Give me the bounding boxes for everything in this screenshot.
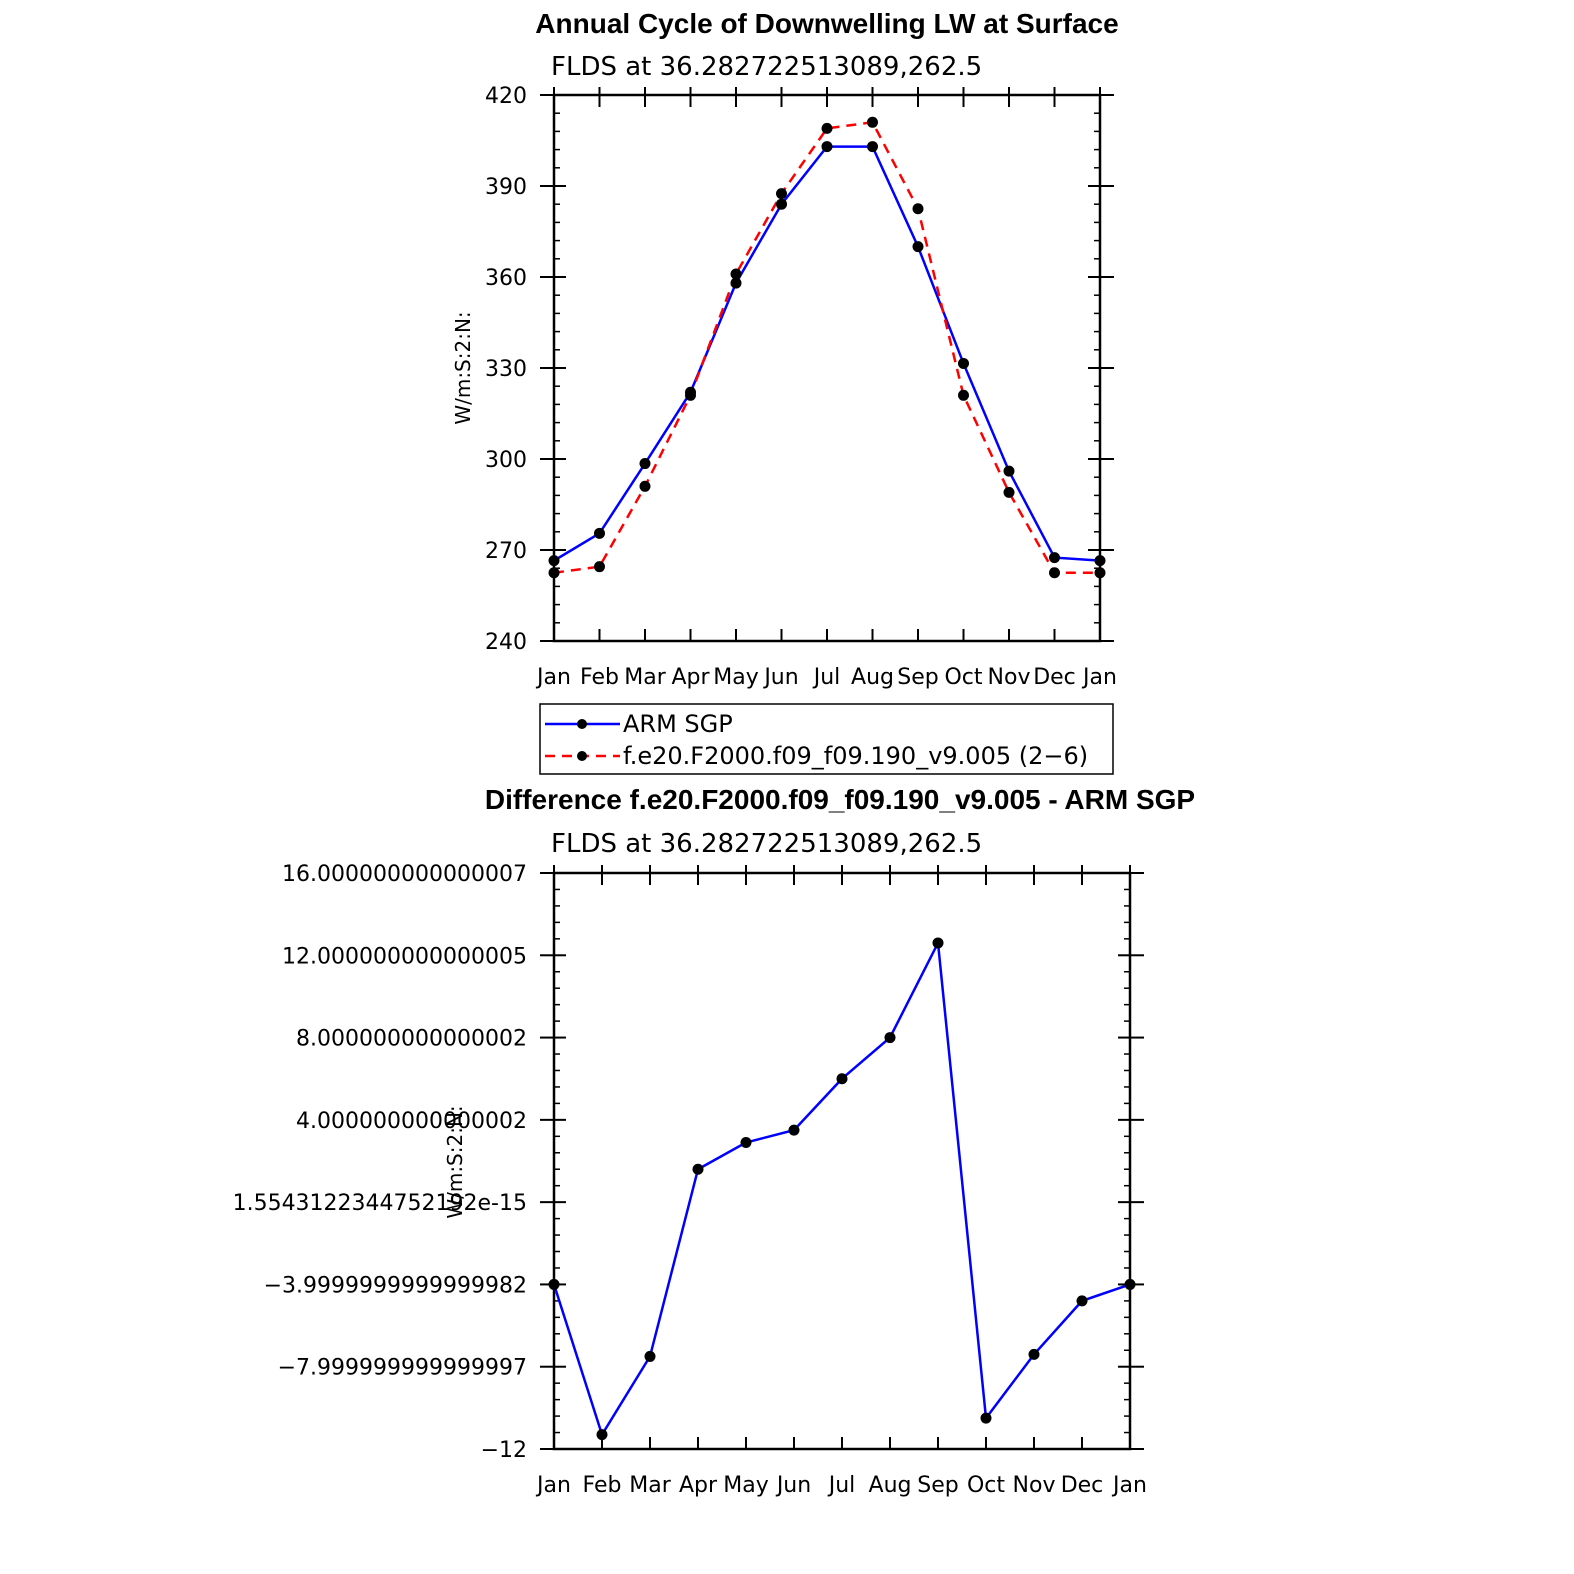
top-series-1-point xyxy=(822,123,833,134)
bottom-series-0-point xyxy=(1125,1279,1136,1290)
legend-label-model: f.e20.F2000.f09_f09.190_v9.005 (2−6) xyxy=(623,742,1089,770)
bottom-chart xyxy=(233,784,1196,1498)
top-xtick-label: May xyxy=(713,665,759,690)
bottom-ytick-label: −12 xyxy=(480,1438,527,1463)
top-series-0-point xyxy=(549,555,560,566)
top-xtick-label: Jan xyxy=(537,665,571,690)
bottom-xtick-label: Jul xyxy=(828,1473,856,1498)
top-series-group xyxy=(549,117,1106,578)
top-series-1-point xyxy=(640,481,651,492)
bottom-series-0-point xyxy=(789,1125,800,1136)
bottom-axis-ticks xyxy=(233,862,1147,1498)
top-chart-ylabel: W/m:S:2:N: xyxy=(451,311,475,425)
top-series-0-point xyxy=(1095,555,1106,566)
legend-marker-arm-sgp xyxy=(577,719,587,729)
top-series-0-point xyxy=(640,458,651,469)
bottom-xtick-label: Apr xyxy=(678,1473,718,1498)
top-series-1-point xyxy=(1095,567,1106,578)
top-series-1-point xyxy=(958,390,969,401)
top-xtick-label: Feb xyxy=(580,665,619,690)
top-series-1-point xyxy=(594,561,605,572)
bottom-series-0-point xyxy=(1029,1349,1040,1360)
bottom-ytick-label: 1.5543122344752192e-15 xyxy=(232,1191,527,1217)
top-series-1-point xyxy=(1049,567,1060,578)
bottom-chart-subtitle: FLDS at 36.282722513089,262.5 xyxy=(551,829,983,859)
top-series-1-point xyxy=(549,567,560,578)
top-series-0-point xyxy=(958,358,969,369)
top-series-line-0 xyxy=(554,147,1100,561)
bottom-ytick-label: 12.000000000000005 xyxy=(282,944,527,970)
bottom-xtick-label: Dec xyxy=(1060,1473,1104,1498)
top-xtick-label: Jan xyxy=(1083,665,1117,690)
top-ytick-label: 420 xyxy=(485,84,527,109)
top-ytick-label: 270 xyxy=(485,539,527,564)
top-xtick-label: Apr xyxy=(671,665,710,690)
top-xtick-label: Jul xyxy=(813,665,841,690)
legend-label-arm-sgp: ARM SGP xyxy=(623,710,733,738)
top-series-1-point xyxy=(776,188,787,199)
legend-marker-model xyxy=(577,751,587,761)
bottom-ytick-label: 8.000000000000002 xyxy=(296,1026,527,1052)
top-ytick-label: 390 xyxy=(485,175,527,200)
top-ytick-label: 240 xyxy=(485,630,527,655)
top-ytick-label: 300 xyxy=(485,448,527,473)
legend xyxy=(540,704,1113,774)
bottom-xtick-label: Feb xyxy=(582,1473,622,1498)
top-series-0-point xyxy=(822,141,833,152)
bottom-xtick-label: Jan xyxy=(537,1473,571,1498)
top-series-0-point xyxy=(1049,552,1060,563)
top-xtick-label: Aug xyxy=(851,665,894,690)
top-series-1-point xyxy=(913,203,924,214)
bottom-ytick-label: −7.999999999999997 xyxy=(277,1355,527,1381)
top-chart-subtitle: FLDS at 36.282722513089,262.5 xyxy=(551,52,983,82)
top-axis-ticks xyxy=(485,84,1117,690)
top-series-line-1 xyxy=(554,122,1100,572)
bottom-xtick-label: Mar xyxy=(629,1473,671,1498)
bottom-ytick-label: 16.000000000000007 xyxy=(282,862,527,887)
bottom-xtick-label: Jan xyxy=(1113,1473,1147,1498)
bottom-series-line-0 xyxy=(554,943,1130,1435)
top-chart xyxy=(451,8,1119,690)
bottom-series-0-point xyxy=(645,1351,656,1362)
bottom-series-0-point xyxy=(693,1164,704,1175)
top-series-0-point xyxy=(1004,466,1015,477)
top-xtick-label: Oct xyxy=(944,665,983,690)
top-plot-frame xyxy=(554,95,1100,641)
top-series-0-point xyxy=(867,141,878,152)
top-series-0-point xyxy=(776,199,787,210)
bottom-plot-frame xyxy=(554,873,1130,1449)
bottom-series-group xyxy=(549,937,1136,1440)
bottom-series-0-point xyxy=(885,1032,896,1043)
bottom-chart-title: Difference f.e20.F2000.f09_f09.190_v9.005 - ARM SGP xyxy=(484,784,1196,815)
top-series-1-point xyxy=(685,390,696,401)
bottom-xtick-label: Jun xyxy=(776,1473,812,1498)
bottom-chart-ylabel: W/m:S:2:N: xyxy=(443,1105,467,1219)
top-xtick-label: Nov xyxy=(987,665,1031,690)
top-ytick-label: 360 xyxy=(485,266,527,291)
bottom-series-0-point xyxy=(837,1073,848,1084)
bottom-series-0-point xyxy=(741,1137,752,1148)
bottom-xtick-label: Aug xyxy=(868,1473,912,1498)
bottom-series-0-point xyxy=(549,1279,560,1290)
top-xtick-label: Mar xyxy=(624,665,666,690)
top-ytick-label: 330 xyxy=(485,357,527,382)
top-series-1-point xyxy=(1004,487,1015,498)
top-series-0-point xyxy=(913,241,924,252)
top-xtick-label: Dec xyxy=(1033,665,1076,690)
top-xtick-label: Jun xyxy=(764,665,799,690)
top-chart-title: Annual Cycle of Downwelling LW at Surface xyxy=(535,8,1119,39)
top-series-0-point xyxy=(594,528,605,539)
bottom-series-0-point xyxy=(981,1413,992,1424)
bottom-ytick-label: −3.9999999999999982 xyxy=(263,1273,527,1299)
bottom-series-0-point xyxy=(597,1429,608,1440)
bottom-xtick-label: May xyxy=(723,1473,769,1498)
top-series-1-point xyxy=(867,117,878,128)
bottom-series-0-point xyxy=(1077,1295,1088,1306)
bottom-xtick-label: Nov xyxy=(1012,1473,1056,1498)
top-series-1-point xyxy=(731,268,742,279)
top-xtick-label: Sep xyxy=(897,665,939,690)
bottom-xtick-label: Sep xyxy=(917,1473,959,1498)
bottom-ytick-label: 4.000000000000002 xyxy=(296,1108,527,1134)
bottom-series-0-point xyxy=(933,937,944,948)
bottom-xtick-label: Oct xyxy=(966,1473,1006,1498)
